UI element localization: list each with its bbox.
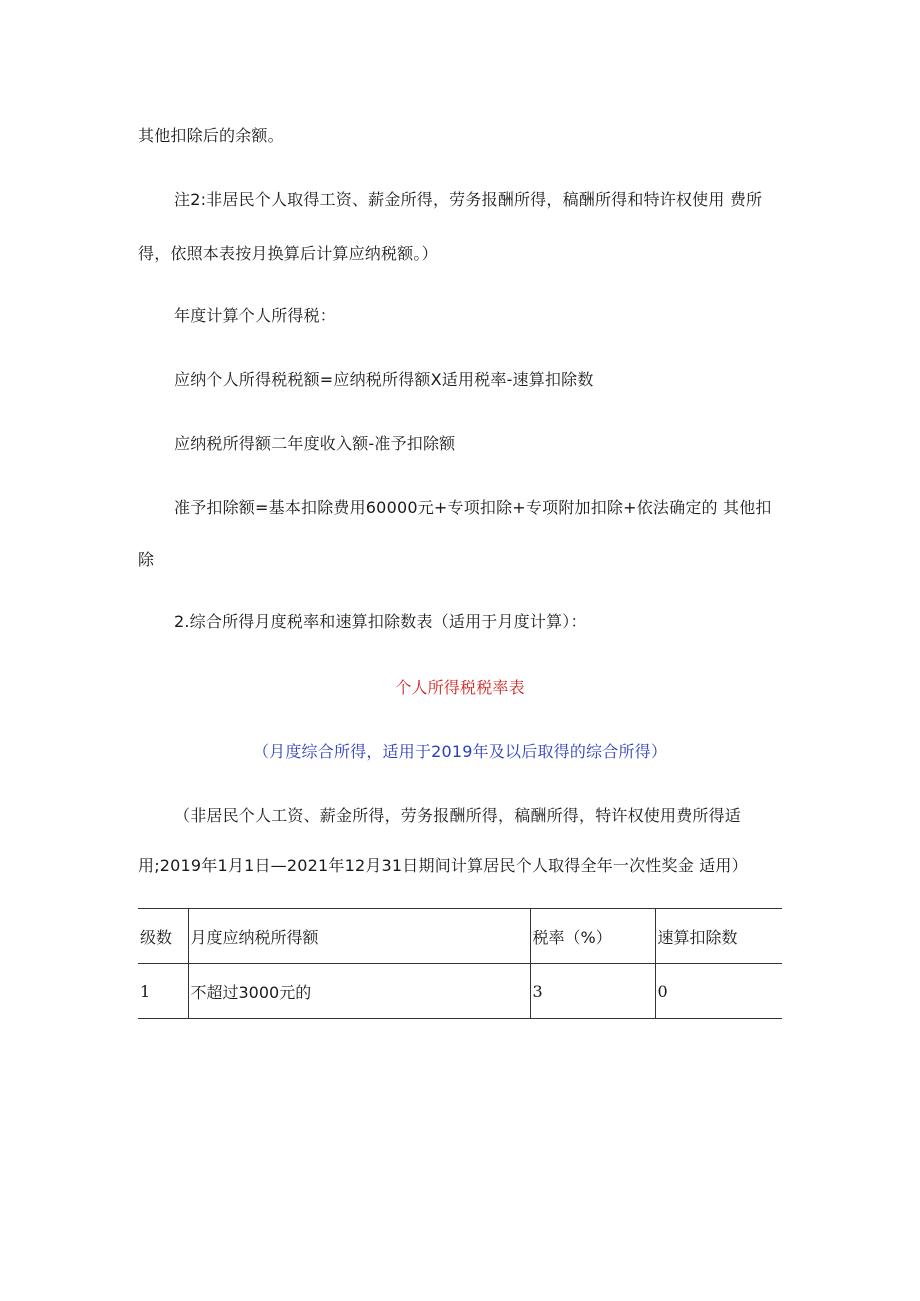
table-row xyxy=(138,964,782,1019)
cell-monthly-taxable-income: 不超过3000元的 xyxy=(188,964,530,1019)
table-header-row xyxy=(138,909,782,964)
note-2-line-2: 得，依照本表按月换算后计算应纳税额。） xyxy=(138,244,438,263)
annual-calc-heading: 年度计算个人所得税： xyxy=(174,306,337,325)
header-monthly-taxable-income: 月度应纳税所得额 xyxy=(188,909,530,964)
header-tax-rate: 税率（%） xyxy=(530,909,655,964)
cell-tax-rate: 3 xyxy=(530,964,655,1019)
tax-rate-table xyxy=(138,908,782,1019)
formula-deduction-line-1: 准予扣除额=基本扣除费用60000元+专项扣除+专项附加扣除+依法确定的 其他扣 xyxy=(174,498,772,517)
cell-level: 1 xyxy=(140,981,151,1001)
paragraph-remainder: 其他扣除后的余额。 xyxy=(138,126,284,145)
header-quick-deduction: 速算扣除数 xyxy=(655,909,782,964)
formula-tax-amount: 应纳个人所得税税额=应纳税所得额X适用税率-速算扣除数 xyxy=(174,370,594,389)
table-title: 个人所得税税率表 xyxy=(395,678,525,697)
note-2-line-1: 注2:非居民个人取得工资、薪金所得，劳务报酬所得，稿酬所得和特许权使用 费所 xyxy=(174,190,763,209)
table-subtitle: （月度综合所得，适用于2019年及以后取得的综合所得） xyxy=(252,742,668,761)
section-2-heading: 2.综合所得月度税率和速算扣除数表（适用于月度计算）： xyxy=(174,612,587,631)
applicability-note-line-2: 用;2019年1月1日—2021年12月31日期间计算居民个人取得全年一次性奖金 适用） xyxy=(138,856,748,875)
header-level: 级数 xyxy=(140,927,173,947)
formula-deduction-line-2: 除 xyxy=(138,550,155,569)
formula-taxable-income: 应纳税所得额二年度收入额-准予扣除额 xyxy=(174,434,456,453)
applicability-note-line-1: （非居民个人工资、薪金所得，劳务报酬所得，稿酬所得，特许权使用费所得适 xyxy=(174,806,742,825)
cell-quick-deduction: 0 xyxy=(655,964,782,1019)
